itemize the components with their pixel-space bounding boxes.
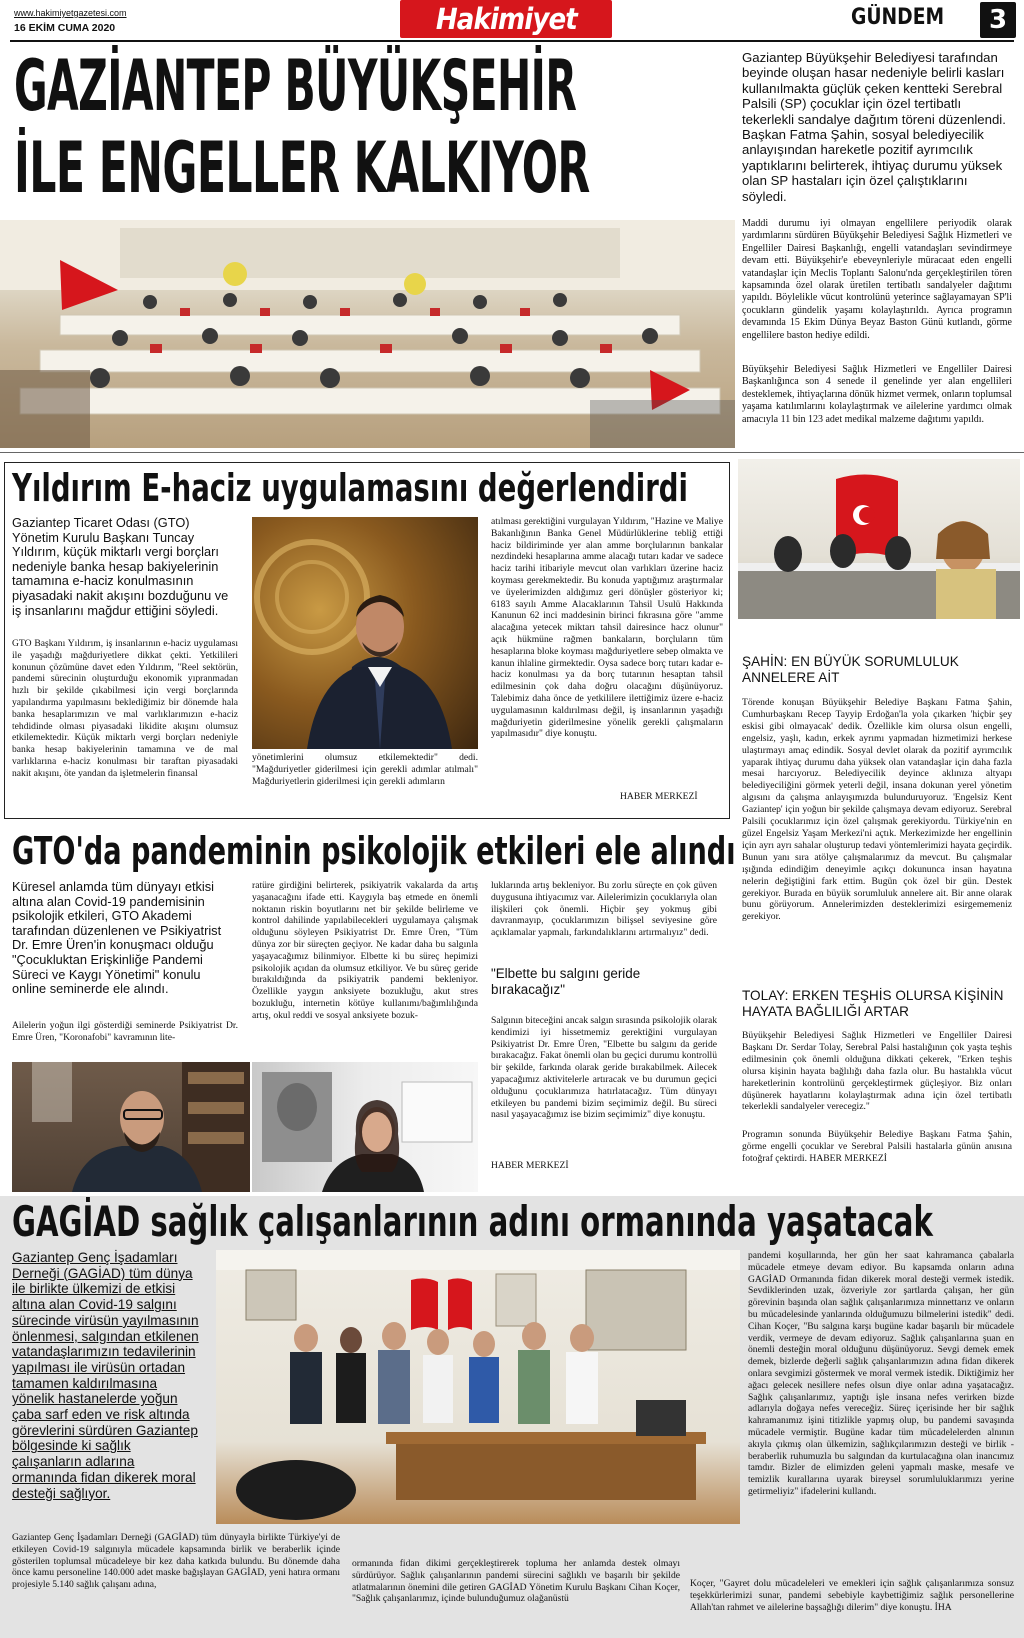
article3-col3: luklarında artış bekleniyor. Bu zorlu süreçte en çok güven duygusuna ihtiyacımız var. Ailelerimizin çocuklarıyla olan ilişkileri çok önemli. Hiçbir şey yokmuş gibi davranmayıp, çocuklarımızın bilişsel seviyesine göre açıklamalar yapmalı, farkındalıklarını artırmalıyız" dedi. (491, 880, 717, 939)
article2-lead: Gaziantep Ticaret Odası (GTO) Yönetim Kurulu Başkanı Tuncay Yıldırım, küçük miktarlı vergi borçları nedeniyle banka hesap bakiyelerinin tamamına e-haciz konulmasının piyasadaki nakit akışını bozduğunu ve iş insanlarını mağdur ettiğini söyledi. (12, 515, 229, 618)
page-number: 3 (988, 5, 1008, 35)
article3-byline: HABER MERKEZİ (491, 1160, 569, 1171)
panel-illustration (738, 459, 1020, 619)
article2-byline: HABER MERKEZİ (620, 791, 698, 802)
masthead-date: 16 EKİM CUMA 2020 (14, 22, 116, 34)
article2-col1: GTO Başkanı Yıldırım, iş insanlarının e-haciz uygulaması ile yaşadığı mağduriyetlere dikkat çekti. Yetkilileri konunun çözümüne davet eden Yıldırım, "Reel sektörün, pandemi sürecinin oluşturduğu ekonomik yıpranmadan hızlı bir şekilde çıkabilmesi için vergi borçlarında yapılandırma yapılmasını beklediğimiz bir dönemde hala banka hesaplarımızın ve mal varlıklarımızın e-haciz tehdidinde olması piyasadaki likidite akışını olumsuz etkilemektedir. Küçük miktarlı vergi borçları nedeniyle banka hesap bakiyelerinin tamamına ve de mal varlıklarına e-haciz konulması bir taraftan piyasadaki nakit akışını, öte yandan da işletmelerin finansal (12, 638, 238, 779)
article4-col3b-text: Koçer, "Gayret dolu mücadeleleri ve emekleri için sağlık çalışanlarımıza sonsuz teşekkürlerimizi sunar, pandemi sebebiyle kaybettiğimiz sağlık personellerine Allah'tan rahmet ve ailelerine başsağlığı dilerim" diye konuştu. (690, 1578, 1014, 1613)
page-number-box (980, 2, 1016, 38)
logo-text: Hakimiyet (435, 2, 577, 36)
article2-photo-yildirim (252, 517, 478, 749)
article3-col2: ratüre girdiğini belirterek, psikiyatrik vakalarda da artış yaşanacağını ifade etti. Kaygıyla baş etmede en önemli noktanın riskin boyutlarını net bir şekilde belirleme ve kontrol dahilinde yapılabilecekleri uygulamaya çalışmak olduğunu söyleyen Psikiyatrist Dr. Emre Üren, "Tüm dünya zor bir süreçten geçiyor. Ne kadar daha bu salgınla yaşayacağımız bilinmiyor. Elbette ki bu süreç hepimizi psikolojik açıdan da olumsuz etkiliyor. Ve bu süreç geride bırakıldığında da psikiyatrik pandemi bekleniyor. Özellikle yaygın anksiyete bozukluğu, akut stres bozukluğu, internetin kötüye kullanımı/bağımlılığında artış, okul reddi ve sosyal anksiyete bozuk- (252, 880, 478, 1021)
masthead-rule (10, 40, 1014, 42)
article4-col1: Gaziantep Genç İşadamları Derneği (GAGİAD) tüm dünyayla birlikte Türkiye'yi de etkileyen Covid-19 salgınıyla mücadele kapsamında birlik ve beraberlik içinde gösterilen toplumsal mücadeleye bir kez daha katkıda bulundu. Bu dönemde daha önce kamu personeline 140.000 adet maske bağışlayan GAGİAD, yeni hatıra ormanı projesiyle 5.140 sağlık çalışanı adına, (12, 1532, 340, 1591)
article1-closing-text: Programın sonunda Büyükşehir Belediye Başkanı Fatma Şahin, görme engelli çocuklar ve Serebral Palsili hastalarla günün anısına fotoğraf çektirdi. (742, 1129, 1012, 1164)
article1-subhead-sahin: ŞAHİN: EN BÜYÜK SORUMLULUK ANNELERE AİT (742, 654, 959, 685)
article1-byline: HABER MERKEZİ (809, 1152, 887, 1164)
meeting-hall-illustration (0, 220, 735, 448)
article4-headline: GAGİAD sağlık çalışanlarının adını ormanında yaşatacak (12, 1197, 933, 1246)
article3-photo-speaker (252, 1062, 478, 1192)
section-label: GÜNDEM (851, 5, 945, 30)
article1-sub1-body: Törende konuşan Büyükşehir Belediye Başkanı Fatma Şahin, Cumhurbaşkanı Recep Tayyip Erdoğan'la yola çıkarken 'hiçbir şey eskisi gibi olmayacak' dedik. Özellikle kim olursa olsun engelli, engelsiz, yaşlı, kadın, erkek ayrımı yapmadan hizmetimizi herkese ulaştırmayı amaç edindik. Sosyal devlet olarak da pozitif ayrımcılık yaparak ihtiyaç durumu daha yüksek olan vatandaşlar için daha fazla mesai harcıyoruz. Belediyecilik deyince aklınıza altyapı belediyeciliğini görmek yeterli değil, insana dokunan yerel yönetim algısını da çalışma anlayışımızda bulunduruyoruz. 'Engelsiz Kent Gaziantep' için yoğun bir şekilde çalışmaya devam ediyoruz. Serebral Palsili çocuklarımız için özel çalışmak gerekiyordu. Türkiye'nin en güzel Engelsiz Yaşam Merkezi'ni açtık. Merkezimizde her engellinin için ayrı ayrı sahalar oluşturup tedavi yöntemlerimizi hayata geçirdik. Bunun yanı sıra atölye çalışmalarımız da mevcut. Bu çalışmalar ışığında edindiğim deneyimle açıkçı dokununca insan hayatına nelerin değiştiğini fark ettim. Bugün çok özel bir gün. Destek gerekiyor. Burada en büyük sorumluluk annelere ait. Bir anne olarak bunu görüyorum. Annelerimizden desteklerimizi esirgememeniz gerekiyor. (742, 697, 1012, 923)
article4-col3b (690, 1578, 1014, 1613)
article2-col2: yönetimlerini olumsuz etkilemektedir" dedi. "Mağduriyetler giderilmesi için gerekli adımlar atılmalı" Mağduriyetlerin giderilmesi için gerekli adımların (252, 752, 478, 787)
article1-photo-panel (738, 459, 1020, 619)
article3-lead: Küresel anlamda tüm dünyayı etkisi altına alan Covid-19 pandemisinin psikolojik etkileri, GTO Akademi tarafından düzenlenen ve Psikiyatrist Dr. Emre Üren'in konuşmacı olduğu "Çocukluktan Erişkinliğe Pandemi Süreci ve Kaygı Yönetimi" konulu online seminerde ele alındı. (12, 879, 222, 997)
article1-body-p1: Maddi durumu iyi olmayan engellilere periyodik olarak yardımlarını sürdüren Büyükşehir Belediyesi Sağlık Hizmetleri ve Engelliler Dairesi Başkanlığı, engelli vatandaşları sevindirmeye devam etti. Büyükşehir'e ebeveynleriyle müracaat eden engelli vatandaşlar için Meclis Toplantı Salonu'nda gerçekleştirilen tören kapsamında özel olarak üretilen tertibatlı sandalyeler dağıtımı yapıldı. Böylelikle vücut kontrolünü yeterince sağlayamayan SP'li çocukların gündelik yaşamı kolaylaştırıldı. Ayrıca programın devamında 15 Ekim Dünya Beyaz Baston Günü kutlandı, görme engellilere baston hediye edildi. (742, 218, 1012, 341)
article4-col3: pandemi koşullarında, her gün her saat kahramanca çabalarla mücadele etmeye devam ediyor. Bu kapsamda onların adına GAGİAD Ormanında fidan dikerek moral desteği vermek istedik. Sevdiklerinden uzak, özveriyle zor şartlarda çalışan, her gün görevinin başında olan sağlık çalışanlarımıza minnettarız ve onların bu mücadelesinde yanlarında olduğumuzu bilmelerini istedik" dedi. Cihan Koçer, "Bu salgına karşı bugüne kadar başarılı bir mücadele verdik, vermeye de devam ediyoruz. Sağlık çalışanlarına şuan en önemli desteğin moral olduğunu düşünüyoruz. Sevgi demek emek demek, bizlerde değerli sağlık çalışanlarımızın adına fidan dikerek onlara sevgimizi göstermek ve moral vermek istedik. Diktiğimiz her ağacı gelecek nesillere nefes olsun diye onlar adına yaşatacağız. Sağlık çalışanlarımız, yaptığı işle insana nefes verirken bizde adlarıyla doğaya nefes vereceğiz. Süreç içerisinde her bir sağlık kahramanımız işini titizlikle yapmış olup, bu pandemi savaşında mücadele vermiştir. Bugüne kadar tüm mücadelelerden alnının akıyla çıkmış olan ülkemizin, sağlıkçılarımızın desteği ve birlik - beraberlik ruhumuzla bu salgından da kurtulacağına olan inancımız tamdır. Bizler de elimizden geleni yapmalı maske, mesafe ve temizlik kurallarına uyarak bireysel sorumluluklarımızı yerine getirmeliyiz" ifadelerini kullandı. (748, 1250, 1014, 1497)
article1-lead: Gaziantep Büyükşehir Belediyesi tarafından beyinde oluşan hasar nedeniyle belirli kasları kullanılmakta güçlük çeken kentteki Serebral Palsili (SP) çocuklar için özel tertibatlı tekerlekli sandalye dağıtım töreni düzenlendi. Başkan Fatma Şahin, sosyal belediyecilik anlayışından hareketle pozitif ayrımcılık yaptıklarını belirterek, ihtiyaç durumu yüksek olan SP hastaları için özel çalıştıklarını söyledi. (742, 50, 1006, 204)
article3-col3b: Salgının biteceğini ancak salgın sırasında psikolojik olarak kendimizi iyi hissetmemiz gerektiğini vurgulayan Psikiyatrist Dr. Emre Üren, "Elbette bu salgını da geride bırakacağız. Fakat önemli olan bu geçici durumu kontrollü bir şekilde, farkında olarak geride bırakabilmek. Ailecek yapacağımız aktivitelerle artıracak ve bu durumun geçici olduğunu çocuklarımıza hatırlatacağız. Tüm dünyayı etkileyen bu pandemi bizim seçimimiz değil. Bu süreci nasıl yaşayacağımız ise bizim seçimimiz" diye konuştu. (491, 1015, 717, 1121)
article4-photo-group (216, 1250, 740, 1524)
masthead-logo (400, 0, 612, 38)
portrait-illustration (252, 517, 478, 749)
article1-sub2-body: Büyükşehir Belediyesi Sağlık Hizmetleri ve Engelliler Dairesi Başkanı Dr. Serdar Tolay, Serebral Palsi hastalığının çok yaşta teşhis edilmesinin çok önemli olduğuna dikkati çekerek, "Erken teşhis olursa kişinin hayata bağlılığı daha fazla olur. Bu hastalıkla vücut hareketlerinin kontrolünü gerçekleştirmek güçleşiyor. Biz onları düşünerek hayatlarını kolaylaştırmak adına için özel tertibatlı tekerlekli sandalyeler verecegiz." (742, 1030, 1012, 1113)
masthead-url[interactable]: www.hakimiyetgazetesi.com (14, 8, 127, 18)
article1-subhead-tolay: TOLAY: ERKEN TEŞHİS OLURSA KİŞİNİN HAYATA BAĞLILIĞI ARTAR (742, 988, 1004, 1019)
article2-col3: atılması gerektiğini vurgulayan Yıldırım, "Hazine ve Maliye Bakanlığının Banka Genel Müdürlüklerine tebliğ ettiği haciz bildiriminde yer alan amme borçlularının bankalar nezdindeki hesaplarına amme alacağı tutarı kadar ve sadece haciz tarihi itibariyle mevcut olan varlıkları üzerine haciz koyması gerekmektedir. Bu konuda yaptığımız araştırmalar ve üyelerimizden aldığımız geri dönüşler gösteriyor ki; 6183 sayılı Amme Alacaklarının Tahsil Usulü Hakkında Kanunun 62 inci maddesinin birinci fıkrasına göre "amme alacağına yetecek miktarı tahsil dairesince hacz olunur" açık hükmüne rağmen bankaların, borçluların tüm hesaplarına bloke koyması mağduriyetlere sebep olmakta ve kanun ihlaline girmektedir. Oysa sadece borç tutarı kadar e-haciz konulması ya da borç tutarının hesaptan tahsil edilmesinin çok daha doğru olacağını düşünüyoruz. Talebimiz daha önce de yetkililere ilettiğimiz üzere e-haciz uygulamasının kaldırılması değil, iş insanlarının yaşadığı mağduriyetin giderilmesine yönelik gerekli çalışmaların yapılmasıdır" diye konuştu. (491, 516, 723, 740)
article3-photo-doctor (12, 1062, 250, 1192)
article3-col1: Ailelerin yoğun ilgi gösterdiği seminerde Psikiyatrist Dr. Emre Üren, "Koronafobi" kavramının lite- (12, 1020, 238, 1043)
article1-headline-line2: İLE ENGELLER KALKIYOR (14, 127, 590, 209)
article1-photo-meeting-hall (0, 220, 735, 448)
article4-col2: ormanında fidan dikimi gerçekleştirerek topluma her anlamda destek olmayı sürdürüyor. Sağlık çalışanlarının pandemi sürecini sağlıklı ve başarılı bir şekilde atlatmalarının önemini dile getiren GAGİAD Yönetim Kurulu Başkanı Cihan Koçer, "Sağlık çalışanlarımız, içinde bulunduğumuz olağanüstü (352, 1558, 680, 1605)
article1-headline-line1: GAZİANTEP BÜYÜKŞEHİR (14, 45, 577, 127)
article2-headline: Yıldırım E-haciz uygulamasını değerlendirdi (12, 466, 688, 510)
article4-lead: Gaziantep Genç İşadamları Derneği (GAGİAD) tüm dünya ile birlikte ülkemizi de etkisi altına alan Covid-19 salgını sürecinde virüsün yayılmasının önlenmesi, salgından etkilenen vatandaşlarımızın tedavilerinin yapılması ile virüsün ortadan tamamen kaldırılmasına yönelik hastanelerde yoğun çaba sarf eden ve risk altında görevlerini sürdüren Gaziantep bölgesinde ki sağlık çalışanların adlarına ormanında fidan dikerek moral desteği sağlıyor. (12, 1250, 199, 1501)
article3-pullquote: "Elbette bu salgını geride bırakacağız" (491, 966, 641, 997)
article1-closing (742, 1129, 1012, 1165)
group-illustration (216, 1250, 740, 1524)
doctor-illustration (12, 1062, 250, 1192)
top-section-divider (0, 452, 1024, 453)
article1-body-p2: Büyükşehir Belediyesi Sağlık Hizmetleri ve Engelliler Dairesi Başkanlığınca son 4 senede il genelinde yer alan engellileri desteklemek, ihtiyaçlarına dönük hizmet vermek, onların toplumsal yaşama katılımlarını kolaylaştırmak ve ailelerine yardımcı olmak amacıyla 11 bin 123 adet medikal malzeme dağıtımı yapıldı. (742, 364, 1012, 425)
article3-headline: GTO'da pandeminin psikolojik etkileri ele alındı (12, 829, 736, 873)
article4-byline: İHA (934, 1601, 952, 1613)
speaker-illustration (252, 1062, 478, 1192)
